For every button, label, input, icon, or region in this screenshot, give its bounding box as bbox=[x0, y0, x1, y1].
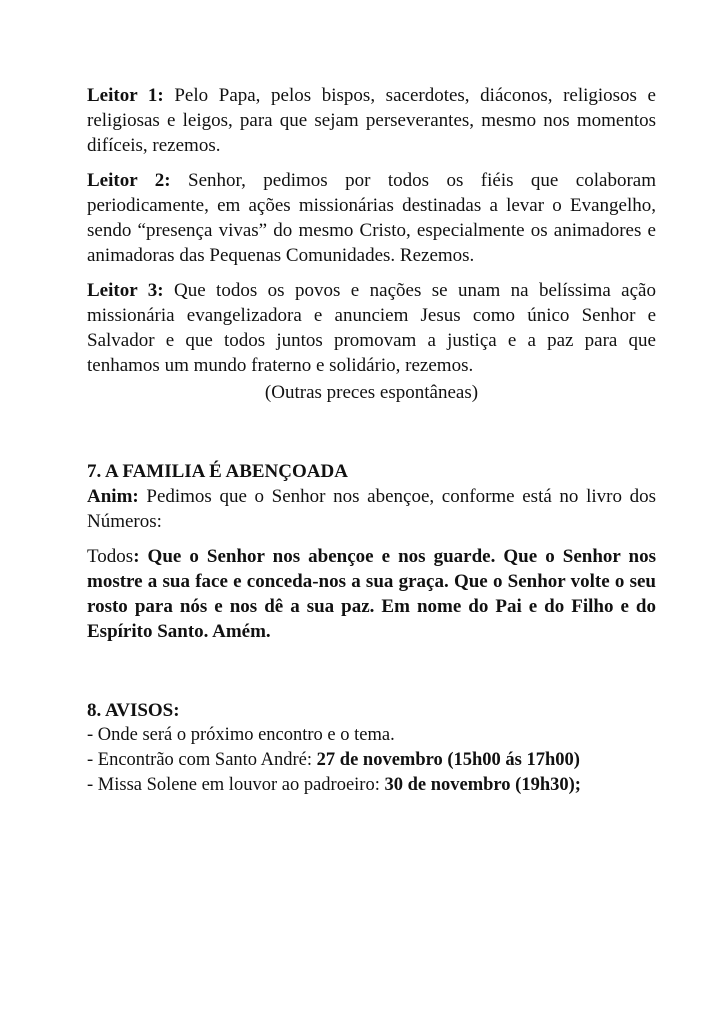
todos-blessing bbox=[87, 544, 656, 644]
prayer-leitor-2 bbox=[87, 168, 656, 268]
prayer-leitor-1 bbox=[87, 83, 656, 158]
prayer-leitor-3 bbox=[87, 278, 656, 378]
notice-item-1: - Onde será o próximo encontro e o tema. bbox=[87, 725, 395, 745]
speaker-label: Leitor 3: bbox=[87, 280, 164, 301]
notice-item-3 bbox=[87, 773, 656, 798]
section-8-heading: 8. AVISOS: bbox=[87, 700, 180, 721]
notice-item-2 bbox=[87, 748, 656, 773]
page-content bbox=[87, 83, 656, 798]
notice-text: - Missa Solene em louvor ao padroeiro: bbox=[87, 775, 385, 795]
spontaneous-prayers-note: (Outras preces espontâneas) bbox=[264, 382, 479, 403]
todos-label: Todos bbox=[87, 546, 134, 567]
speaker-label: Leitor 2: bbox=[87, 170, 171, 191]
notice-text: - Encontrão com Santo André: bbox=[87, 750, 317, 770]
prayer-text: Pelo Papa, pelos bispos, sacerdotes, diáconos, religiosos e religiosas e leigos, para que sejam perseverantes, mesmo nos momentos difíceis, rezemos. bbox=[87, 85, 656, 156]
prayer-text: Senhor, pedimos por todos os fiéis que colaboram periodicamente, em ações missionárias destinadas a levar o Evangelho, sendo “presença vivas” do mesmo Cristo, especialmente os animadores e animadoras das Pequenas Comunidades. Rezemos. bbox=[87, 170, 656, 266]
section-7-heading: 7. A FAMILIA É ABENÇOADA bbox=[87, 461, 348, 482]
anim-paragraph bbox=[87, 484, 656, 534]
speaker-label: Leitor 1: bbox=[87, 85, 164, 106]
notice-date: 30 de novembro (19h30); bbox=[384, 775, 581, 795]
notice-date: 27 de novembro (15h00 ás 17h00) bbox=[316, 750, 580, 770]
anim-label: Anim: bbox=[87, 486, 139, 507]
prayer-text: Que todos os povos e nações se unam na belíssima ação missionária evangelizadora e anunciem Jesus como único Senhor e Salvador e que todos juntos promovam a justiça e a paz para que tenhamos um mundo fraterno e solidário, rezemos. bbox=[87, 280, 656, 376]
anim-text: Pedimos que o Senhor nos abençoe, conforme está no livro dos Números: bbox=[87, 486, 656, 532]
blessing-text: : Que o Senhor nos abençoe e nos guarde. Que o Senhor nos mostre a sua face e conceda-nos a sua graça. Que o Senhor volte o seu rosto para nós e nos dê a sua paz. Em nome do Pai e do Filho e do Espírito Santo. Amém. bbox=[87, 546, 656, 642]
